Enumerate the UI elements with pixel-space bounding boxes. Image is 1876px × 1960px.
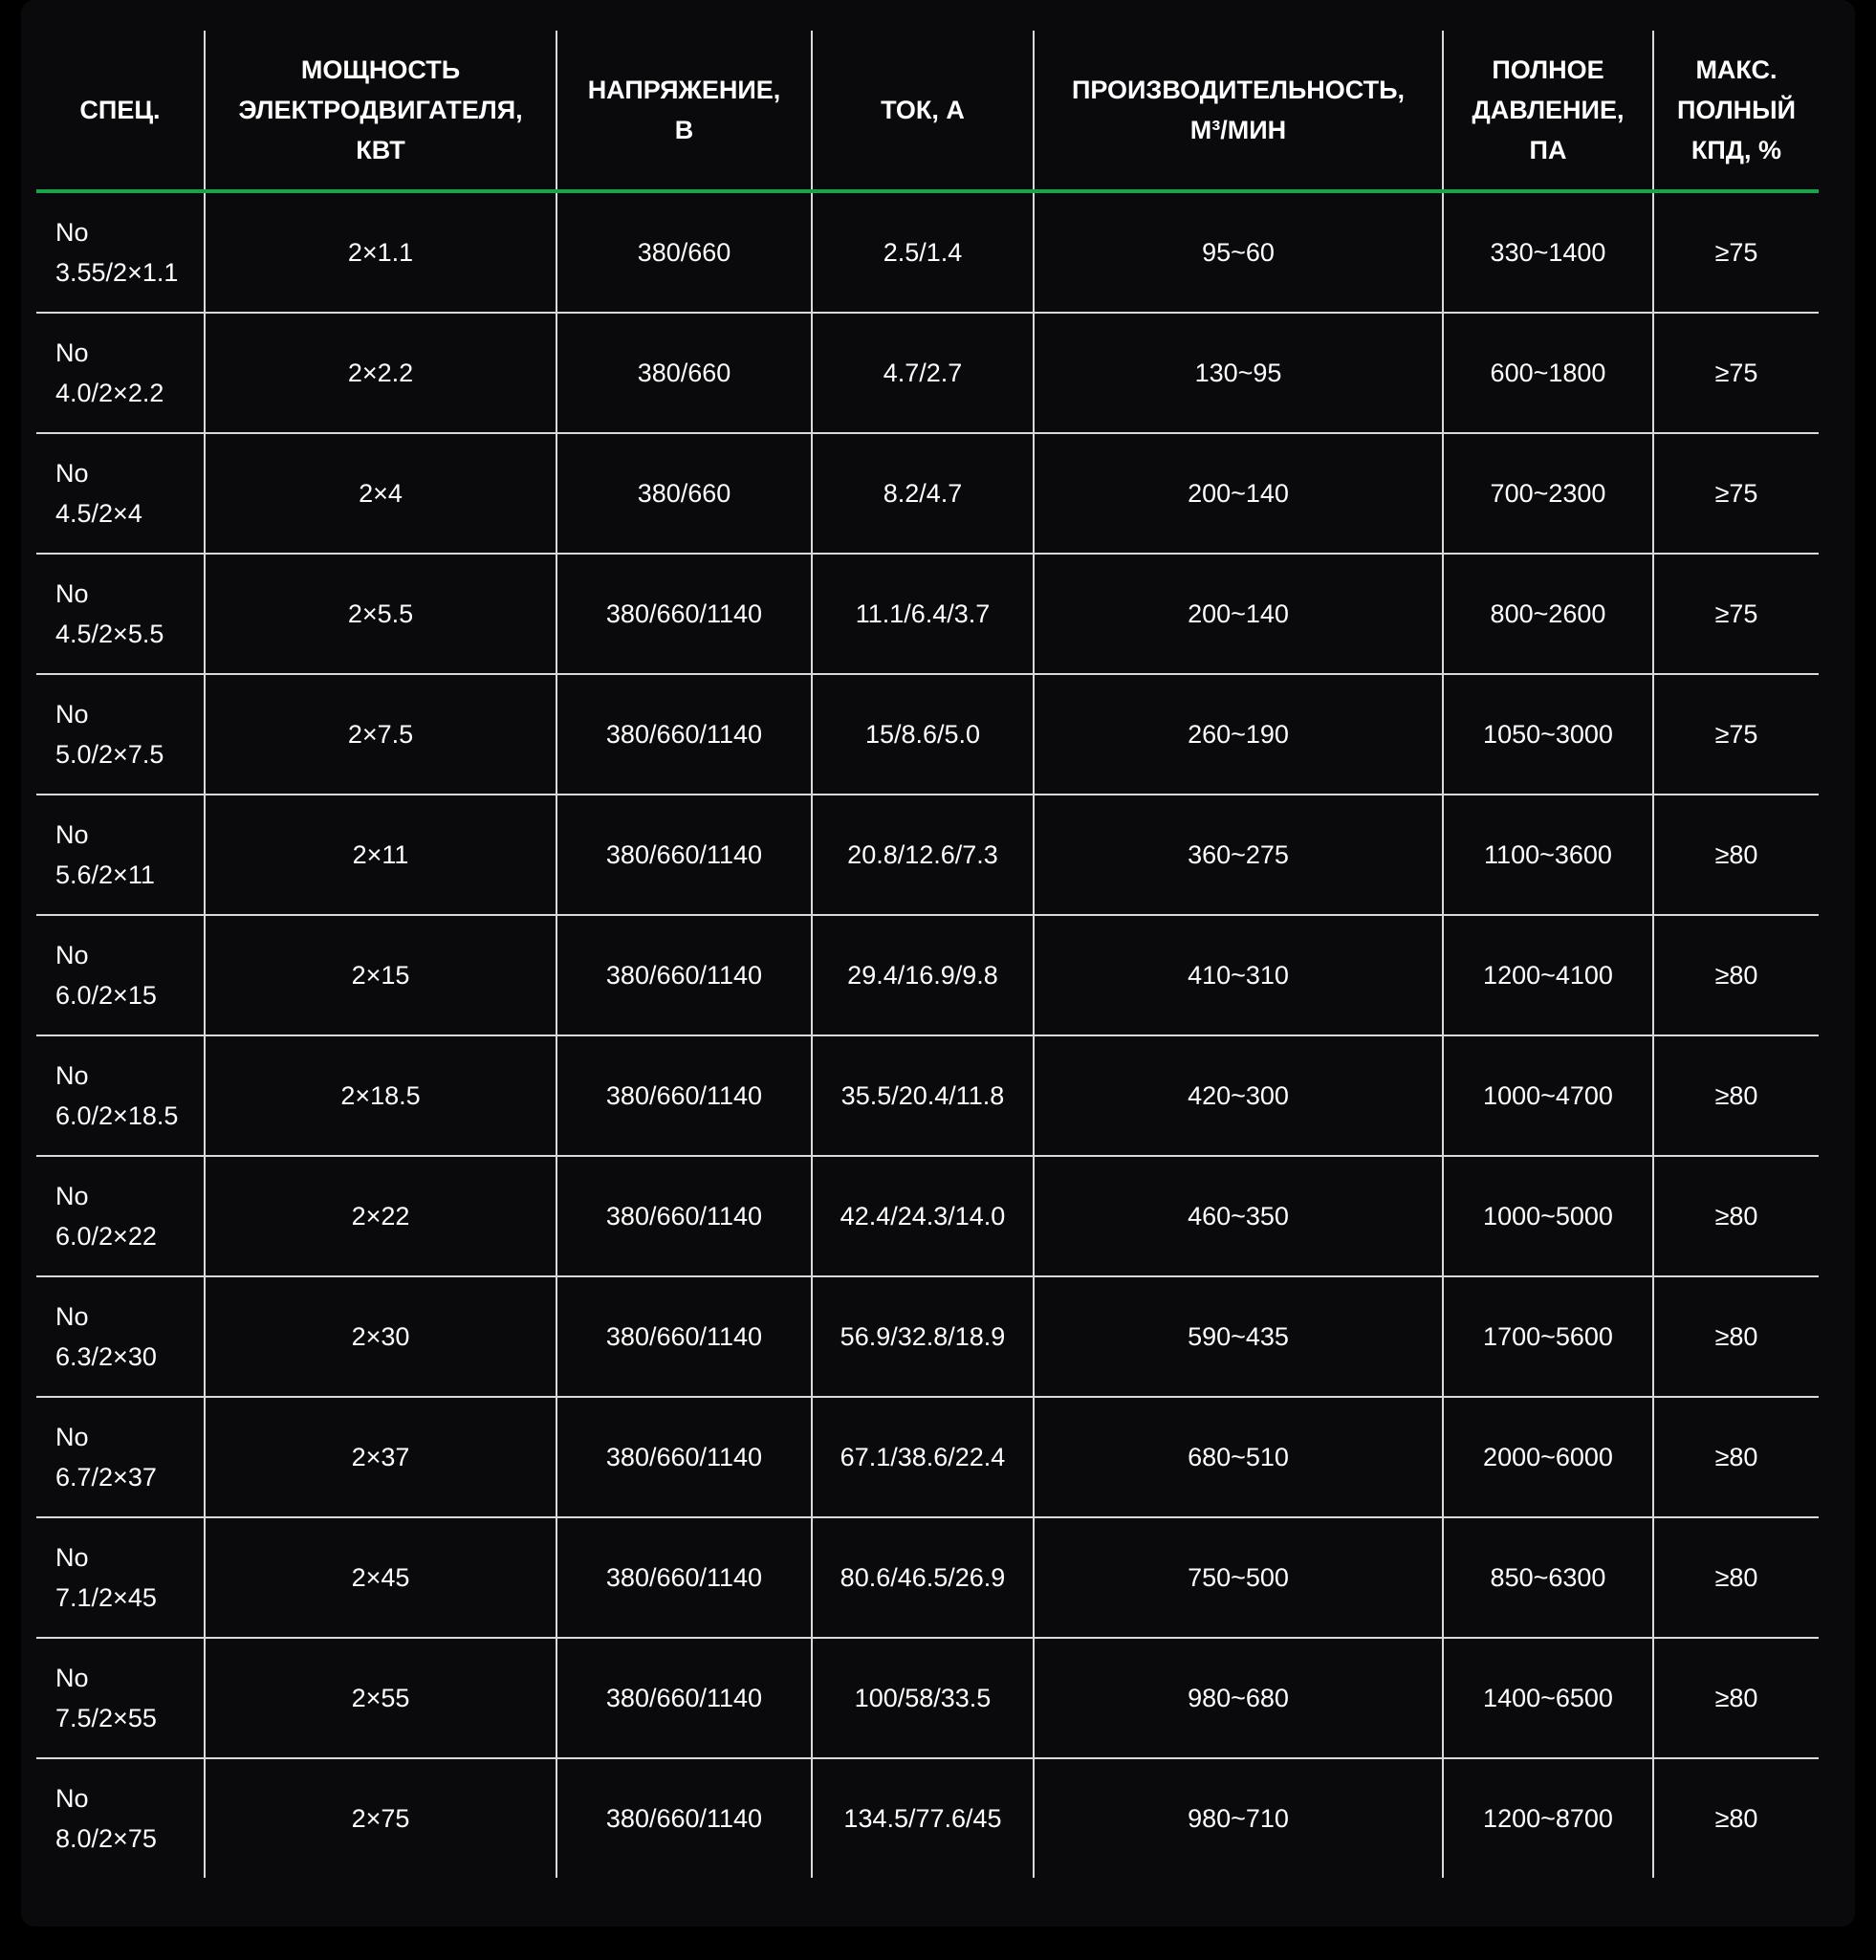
cell-voltage: 380/660/1140 <box>556 1758 812 1878</box>
table-row <box>36 1758 1819 1878</box>
table-row <box>36 1638 1819 1758</box>
cell-efficiency: ≥75 <box>1653 674 1819 795</box>
header-motor-power: МОЩНОСТЬ ЭЛЕКТРОДВИГАТЕЛЯ, КВТ <box>205 31 556 191</box>
cell-capacity: 980~710 <box>1034 1758 1443 1878</box>
cell-efficiency: ≥75 <box>1653 433 1819 554</box>
model-code: 6.0/2×15 <box>55 981 157 1010</box>
header-voltage: НАПРЯЖЕНИЕ, В <box>556 31 812 191</box>
model-prefix: No <box>55 218 89 247</box>
cell-efficiency: ≥80 <box>1653 1276 1819 1397</box>
header-pressure: ПОЛНОЕ ДАВЛЕНИЕ, ПА <box>1443 31 1653 191</box>
header-row <box>36 31 1819 191</box>
cell-pressure: 1100~3600 <box>1443 795 1653 915</box>
table-row <box>36 554 1819 674</box>
cell-voltage: 380/660/1140 <box>556 1517 812 1638</box>
cell-current: 2.5/1.4 <box>812 191 1034 313</box>
model-prefix: No <box>55 941 89 969</box>
cell-current: 20.8/12.6/7.3 <box>812 795 1034 915</box>
cell-power: 2×18.5 <box>205 1035 556 1156</box>
cell-pressure: 1000~4700 <box>1443 1035 1653 1156</box>
cell-capacity: 590~435 <box>1034 1276 1443 1397</box>
cell-capacity: 200~140 <box>1034 433 1443 554</box>
cell-model <box>36 554 205 674</box>
cell-capacity: 360~275 <box>1034 795 1443 915</box>
cell-voltage: 380/660/1140 <box>556 1397 812 1517</box>
model-prefix: No <box>55 1061 89 1090</box>
header-spec: СПЕЦ. <box>36 31 205 191</box>
cell-pressure: 1200~8700 <box>1443 1758 1653 1878</box>
cell-capacity: 460~350 <box>1034 1156 1443 1276</box>
cell-voltage: 380/660/1140 <box>556 795 812 915</box>
table-row <box>36 1517 1819 1638</box>
model-prefix: No <box>55 1664 89 1692</box>
cell-current: 29.4/16.9/9.8 <box>812 915 1034 1035</box>
cell-power: 2×7.5 <box>205 674 556 795</box>
cell-model <box>36 1397 205 1517</box>
cell-voltage: 380/660 <box>556 313 812 433</box>
table-row <box>36 795 1819 915</box>
cell-capacity: 95~60 <box>1034 191 1443 313</box>
model-code: 6.3/2×30 <box>55 1342 157 1371</box>
model-prefix: No <box>55 1784 89 1813</box>
table-row <box>36 1156 1819 1276</box>
cell-current: 80.6/46.5/26.9 <box>812 1517 1034 1638</box>
model-code: 7.5/2×55 <box>55 1704 157 1732</box>
table-row <box>36 1035 1819 1156</box>
table-row <box>36 313 1819 433</box>
cell-pressure: 1200~4100 <box>1443 915 1653 1035</box>
cell-model <box>36 1156 205 1276</box>
cell-power: 2×55 <box>205 1638 556 1758</box>
cell-pressure: 1050~3000 <box>1443 674 1653 795</box>
cell-model <box>36 915 205 1035</box>
cell-current: 100/58/33.5 <box>812 1638 1034 1758</box>
cell-power: 2×30 <box>205 1276 556 1397</box>
cell-efficiency: ≥80 <box>1653 1156 1819 1276</box>
cell-voltage: 380/660/1140 <box>556 554 812 674</box>
cell-voltage: 380/660/1140 <box>556 1035 812 1156</box>
cell-power: 2×5.5 <box>205 554 556 674</box>
cell-efficiency: ≥75 <box>1653 554 1819 674</box>
cell-pressure: 1000~5000 <box>1443 1156 1653 1276</box>
cell-model <box>36 191 205 313</box>
model-code: 5.6/2×11 <box>55 860 155 889</box>
cell-efficiency: ≥75 <box>1653 313 1819 433</box>
cell-pressure: 1400~6500 <box>1443 1638 1653 1758</box>
cell-capacity: 410~310 <box>1034 915 1443 1035</box>
cell-efficiency: ≥80 <box>1653 1035 1819 1156</box>
model-code: 6.7/2×37 <box>55 1463 157 1492</box>
model-code: 6.0/2×22 <box>55 1222 157 1251</box>
cell-power: 2×45 <box>205 1517 556 1638</box>
cell-current: 67.1/38.6/22.4 <box>812 1397 1034 1517</box>
cell-current: 35.5/20.4/11.8 <box>812 1035 1034 1156</box>
cell-voltage: 380/660/1140 <box>556 1156 812 1276</box>
model-code: 7.1/2×45 <box>55 1583 157 1612</box>
cell-current: 4.7/2.7 <box>812 313 1034 433</box>
cell-model <box>36 795 205 915</box>
cell-current: 15/8.6/5.0 <box>812 674 1034 795</box>
cell-current: 11.1/6.4/3.7 <box>812 554 1034 674</box>
cell-pressure: 330~1400 <box>1443 191 1653 313</box>
cell-capacity: 750~500 <box>1034 1517 1443 1638</box>
model-prefix: No <box>55 1182 89 1210</box>
cell-voltage: 380/660/1140 <box>556 674 812 795</box>
cell-pressure: 800~2600 <box>1443 554 1653 674</box>
cell-power: 2×15 <box>205 915 556 1035</box>
model-code: 8.0/2×75 <box>55 1824 157 1853</box>
model-prefix: No <box>55 1543 89 1572</box>
cell-efficiency: ≥80 <box>1653 915 1819 1035</box>
header-capacity: ПРОИЗВОДИТЕЛЬНОСТЬ, М³/МИН <box>1034 31 1443 191</box>
cell-current: 8.2/4.7 <box>812 433 1034 554</box>
cell-voltage: 380/660 <box>556 433 812 554</box>
cell-power: 2×11 <box>205 795 556 915</box>
cell-efficiency: ≥80 <box>1653 1638 1819 1758</box>
model-prefix: No <box>55 820 89 849</box>
cell-efficiency: ≥80 <box>1653 795 1819 915</box>
cell-model <box>36 1035 205 1156</box>
cell-model <box>36 1517 205 1638</box>
cell-model <box>36 433 205 554</box>
model-prefix: No <box>55 338 89 367</box>
cell-voltage: 380/660/1140 <box>556 1276 812 1397</box>
cell-capacity: 200~140 <box>1034 554 1443 674</box>
cell-pressure: 2000~6000 <box>1443 1397 1653 1517</box>
cell-model <box>36 674 205 795</box>
cell-capacity: 980~680 <box>1034 1638 1443 1758</box>
cell-power: 2×1.1 <box>205 191 556 313</box>
cell-voltage: 380/660/1140 <box>556 915 812 1035</box>
cell-model <box>36 1276 205 1397</box>
cell-capacity: 680~510 <box>1034 1397 1443 1517</box>
header-current: ТОК, А <box>812 31 1034 191</box>
model-prefix: No <box>55 579 89 608</box>
table-row <box>36 1276 1819 1397</box>
model-prefix: No <box>55 700 89 729</box>
cell-model <box>36 1758 205 1878</box>
model-code: 4.5/2×4 <box>55 499 142 528</box>
spec-table <box>36 31 1819 1878</box>
model-code: 3.55/2×1.1 <box>55 258 179 287</box>
model-code: 5.0/2×7.5 <box>55 740 164 769</box>
cell-voltage: 380/660 <box>556 191 812 313</box>
cell-capacity: 260~190 <box>1034 674 1443 795</box>
cell-power: 2×4 <box>205 433 556 554</box>
cell-pressure: 1700~5600 <box>1443 1276 1653 1397</box>
table-body <box>36 191 1819 1878</box>
cell-pressure: 600~1800 <box>1443 313 1653 433</box>
cell-pressure: 700~2300 <box>1443 433 1653 554</box>
model-code: 4.0/2×2.2 <box>55 379 164 407</box>
cell-current: 42.4/24.3/14.0 <box>812 1156 1034 1276</box>
header-efficiency: МАКС. ПОЛНЫЙ КПД, % <box>1653 31 1819 191</box>
cell-power: 2×2.2 <box>205 313 556 433</box>
cell-pressure: 850~6300 <box>1443 1517 1653 1638</box>
cell-current: 56.9/32.8/18.9 <box>812 1276 1034 1397</box>
cell-efficiency: ≥80 <box>1653 1758 1819 1878</box>
model-prefix: No <box>55 1302 89 1331</box>
cell-power: 2×37 <box>205 1397 556 1517</box>
cell-efficiency: ≥80 <box>1653 1517 1819 1638</box>
table-row <box>36 1397 1819 1517</box>
cell-current: 134.5/77.6/45 <box>812 1758 1034 1878</box>
model-prefix: No <box>55 459 89 488</box>
table-row <box>36 191 1819 313</box>
cell-power: 2×75 <box>205 1758 556 1878</box>
table-row <box>36 915 1819 1035</box>
cell-capacity: 130~95 <box>1034 313 1443 433</box>
cell-capacity: 420~300 <box>1034 1035 1443 1156</box>
cell-model <box>36 1638 205 1758</box>
table-row <box>36 433 1819 554</box>
table-row <box>36 674 1819 795</box>
model-prefix: No <box>55 1423 89 1451</box>
cell-power: 2×22 <box>205 1156 556 1276</box>
model-code: 4.5/2×5.5 <box>55 620 164 648</box>
cell-efficiency: ≥80 <box>1653 1397 1819 1517</box>
cell-voltage: 380/660/1140 <box>556 1638 812 1758</box>
cell-efficiency: ≥75 <box>1653 191 1819 313</box>
model-code: 6.0/2×18.5 <box>55 1101 179 1130</box>
cell-model <box>36 313 205 433</box>
